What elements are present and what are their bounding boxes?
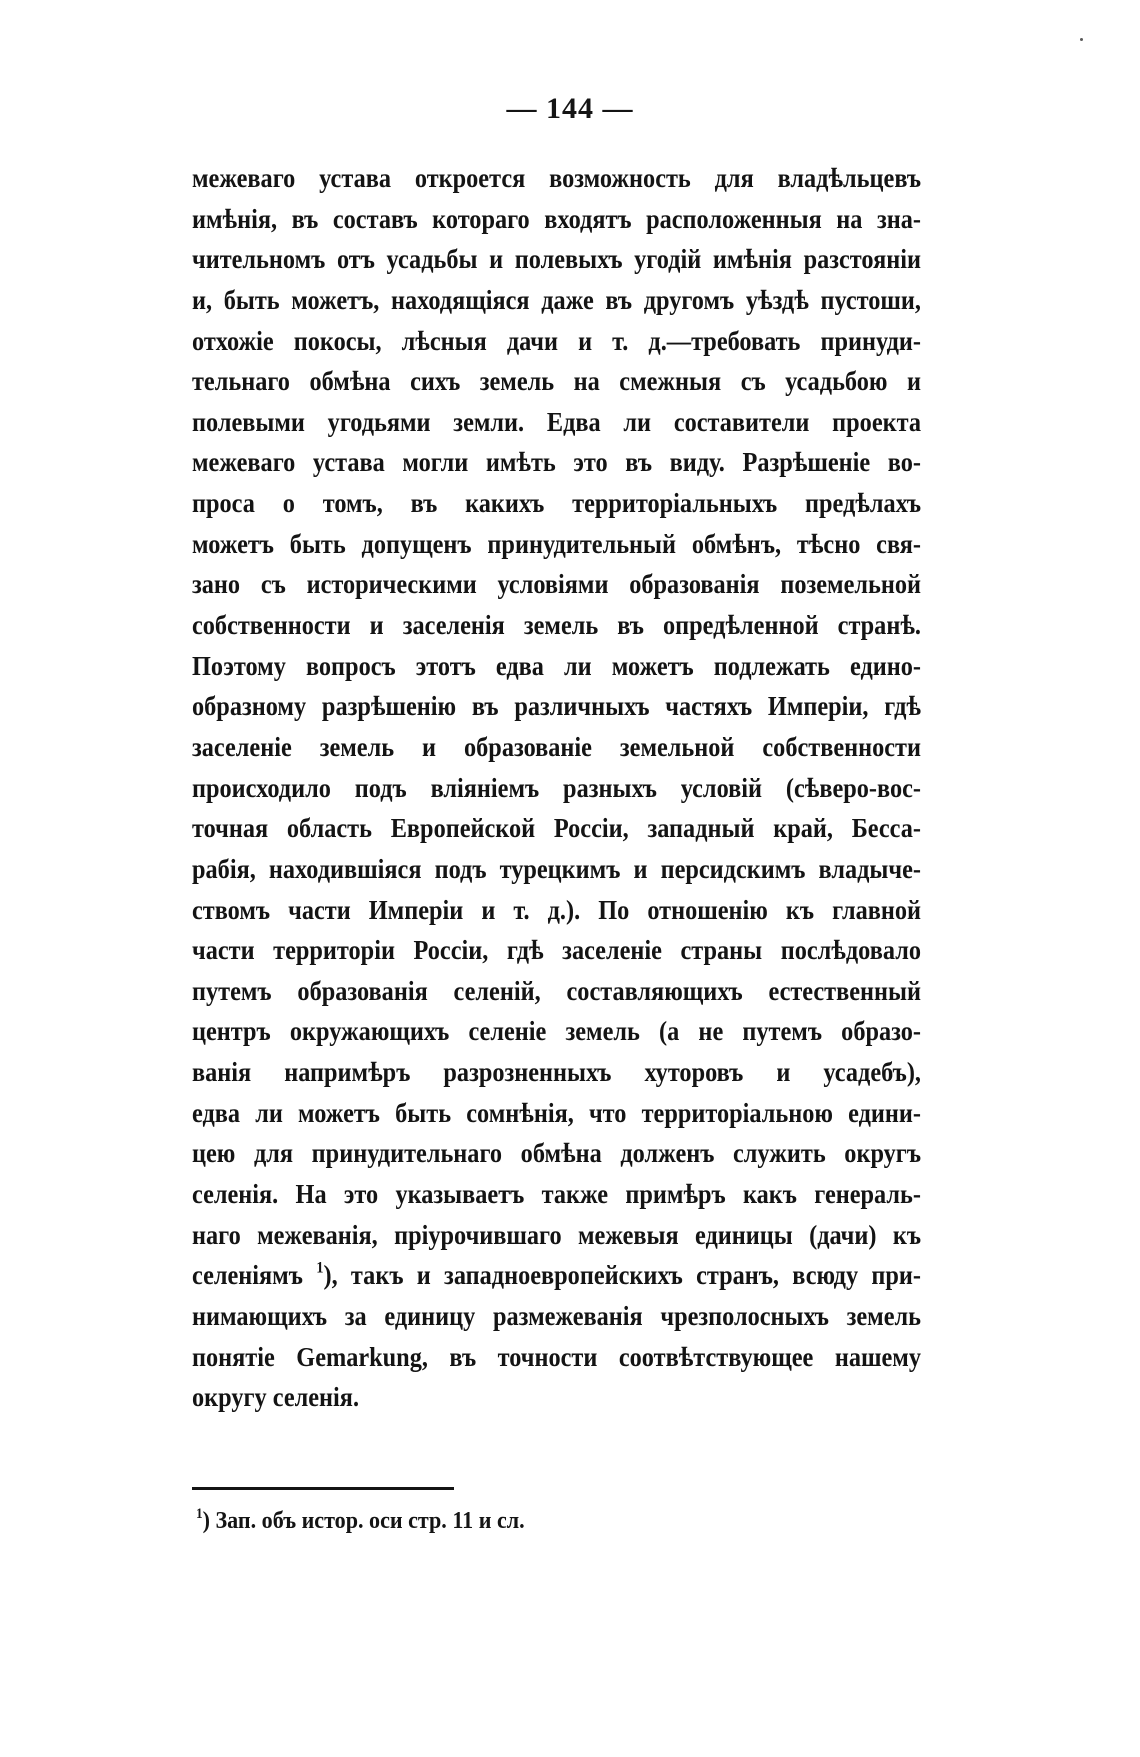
- text-line: понятіе Gemarkung, въ точности соотвѣтствующее нашему: [192, 1341, 921, 1372]
- text-line: тельнаго обмѣна сихъ земель на смежныя съ усадьбою и: [192, 366, 921, 397]
- text-line: отхожіе покосы, лѣсныя дачи и т. д.—требовать принуди-: [192, 325, 921, 356]
- text-line: образному разрѣшенію въ различныхъ частяхъ Имперіи, гдѣ: [192, 691, 921, 722]
- text-line: рабія, находившіяся подъ турецкимъ и персидскимъ владыче-: [192, 853, 921, 884]
- text-line: собственности и заселенія земель въ опредѣленной странѣ.: [192, 610, 921, 641]
- text-line: межеваго устава откроется возможность для владѣльцевъ: [192, 163, 921, 193]
- text-line: ванія напримѣръ разрозненныхъ хуторовъ и усадебъ),: [192, 1057, 921, 1088]
- text-line: центръ окружающихъ селеніе земель (а не путемъ образо-: [192, 1016, 921, 1047]
- footnote-separator: [192, 1487, 454, 1490]
- text-line: едва ли можетъ быть сомнѣнія, что территоріальною едини-: [192, 1097, 921, 1128]
- body-paragraph: [192, 158, 921, 1418]
- text-line: цею для принудительнаго обмѣна долженъ служить округъ: [192, 1138, 921, 1169]
- text-line: Поэтому вопросъ этотъ едва ли можетъ подлежать едино-: [192, 650, 921, 681]
- scan-speck: [1080, 38, 1083, 41]
- text-line: происходило подъ вліяніемъ разныхъ условій (сѣверо-вос-: [192, 772, 921, 803]
- page-number: — 144 —: [506, 92, 634, 125]
- text-line: имѣнія, въ составъ котораго входятъ расположенныя на зна-: [192, 203, 921, 234]
- footnote-text: ) Зап. объ истор. оси стр. 11 и сл.: [202, 1508, 525, 1534]
- text-line: проса о томъ, въ какихъ территоріальныхъ предѣлахъ: [192, 488, 921, 519]
- text-line: межеваго устава могли имѣть это въ виду. Разрѣшеніе во-: [192, 447, 921, 478]
- text-line: части территоріи Россіи, гдѣ заселеніе страны послѣдовало: [192, 935, 921, 966]
- text-line: полевыми угодьями земли. Едва ли составители проекта: [192, 406, 921, 437]
- text-line: нимающихъ за единицу размежеванія чрезполосныхъ земель: [192, 1300, 921, 1331]
- text-line: можетъ быть допущенъ принудительный обмѣнъ, тѣсно свя-: [192, 528, 921, 559]
- footnote-marker: 1: [196, 1505, 203, 1522]
- text-line-segment: селеніямъ: [192, 1260, 317, 1291]
- text-line: путемъ образованія селеній, составляющихъ естественный: [192, 975, 921, 1006]
- text-line: наго межеванія, пріурочившаго межевыя единицы (дачи) къ: [192, 1219, 921, 1250]
- footnote-reference: 1: [316, 1258, 324, 1277]
- text-line: чительномъ отъ усадьбы и полевыхъ угодій имѣнія разстояніи: [192, 244, 921, 275]
- text-line: точная область Европейской Россіи, западный край, Бесса-: [192, 813, 921, 844]
- text-line: и, быть можетъ, находящіяся даже въ другомъ уѣздѣ пустоши,: [192, 284, 921, 315]
- text-line: [192, 1255, 921, 1296]
- text-line: зано съ историческими условіями образованія поземельной: [192, 569, 921, 600]
- text-line: заселеніе земель и образованіе земельной собственности: [192, 731, 921, 762]
- text-line: округу селенія.: [192, 1382, 360, 1413]
- footnote: [196, 1505, 525, 1535]
- text-line: селенія. На это указываетъ также примѣръ какъ генераль-: [192, 1179, 921, 1210]
- text-line-segment: ), такъ и западноевропейскихъ странъ, всюду при-: [323, 1260, 921, 1291]
- text-line: ствомъ части Имперіи и т. д.). По отношенію къ главной: [192, 894, 921, 925]
